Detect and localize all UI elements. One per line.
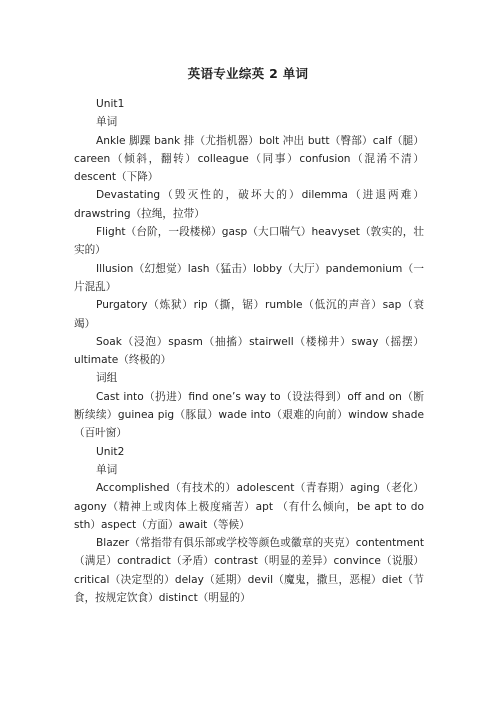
- paragraph-vocab-devastating: Devastating（毁灭性的，破坏大的）dilemma（进退两难）drawstring（拉绳，拉带）: [74, 189, 424, 220]
- paragraph-vocab-purgatory: Purgatory（炼狱）rip（撕，锯）rumble（低沉的声音）sap（衰竭）: [74, 299, 424, 330]
- document-title: 英语专业综英 2 单词: [187, 66, 309, 81]
- paragraph-words-label: 单词: [96, 116, 118, 129]
- paragraph-vocab-flight: Flight（台阶，一段楼梯）gasp（大口喘气）heavyset（敦实的，壮实的）: [74, 226, 424, 257]
- document-body: [74, 95, 424, 607]
- paragraph-unit1-heading: Unit1: [96, 98, 125, 110]
- paragraph-vocab-illusion: Illusion（幻想觉）lash（猛击）lobby（大厅）pandemonium（一片混乱）: [74, 262, 424, 293]
- paragraph-phrases-label: 词组: [96, 372, 118, 385]
- paragraph-phrases-cast-into: Cast into（扔进）find one’s way to（设法得到）off and on（断断续续）guinea pig（豚鼠）wade into（艰难的向前）window shade（百叶窗）: [74, 390, 424, 440]
- paragraph-vocab-soak: Soak（浸泡）spasm（抽搐）stairwell（楼梯井）sway（摇摆）ultimate（终极的）: [74, 335, 424, 367]
- paragraph-words-label-2: 单词: [96, 463, 118, 476]
- paragraph-vocab-ankle: Ankle 脚踝 bank 排（尤指机器）bolt 冲出 butt（臀部）calf（腿）careen（倾斜，翻转）colleague（同事）confusion（混淆不清）descent（下降）: [74, 134, 424, 184]
- paragraph-vocab-blazer: Blazer（常指带有俱乐部或学校等颜色或徽章的夹克）contentment（满足）contradict（矛盾）contrast（明显的差异）convince（说服）critical（决定型的）delay（延期）devil（魔鬼，撒旦，恶棍）diet（节食，按规定饮食）distinct（明显的）: [74, 537, 424, 605]
- paragraph-vocab-accomplished: Accomplished（有技术的）adolescent（青春期）aging（老化）agony（精神上或肉体上极度痛苦）apt （有什么倾向，be apt to do sth）aspect（方面）await（等候）: [74, 482, 424, 531]
- paragraph-unit2-heading: Unit2: [96, 445, 125, 458]
